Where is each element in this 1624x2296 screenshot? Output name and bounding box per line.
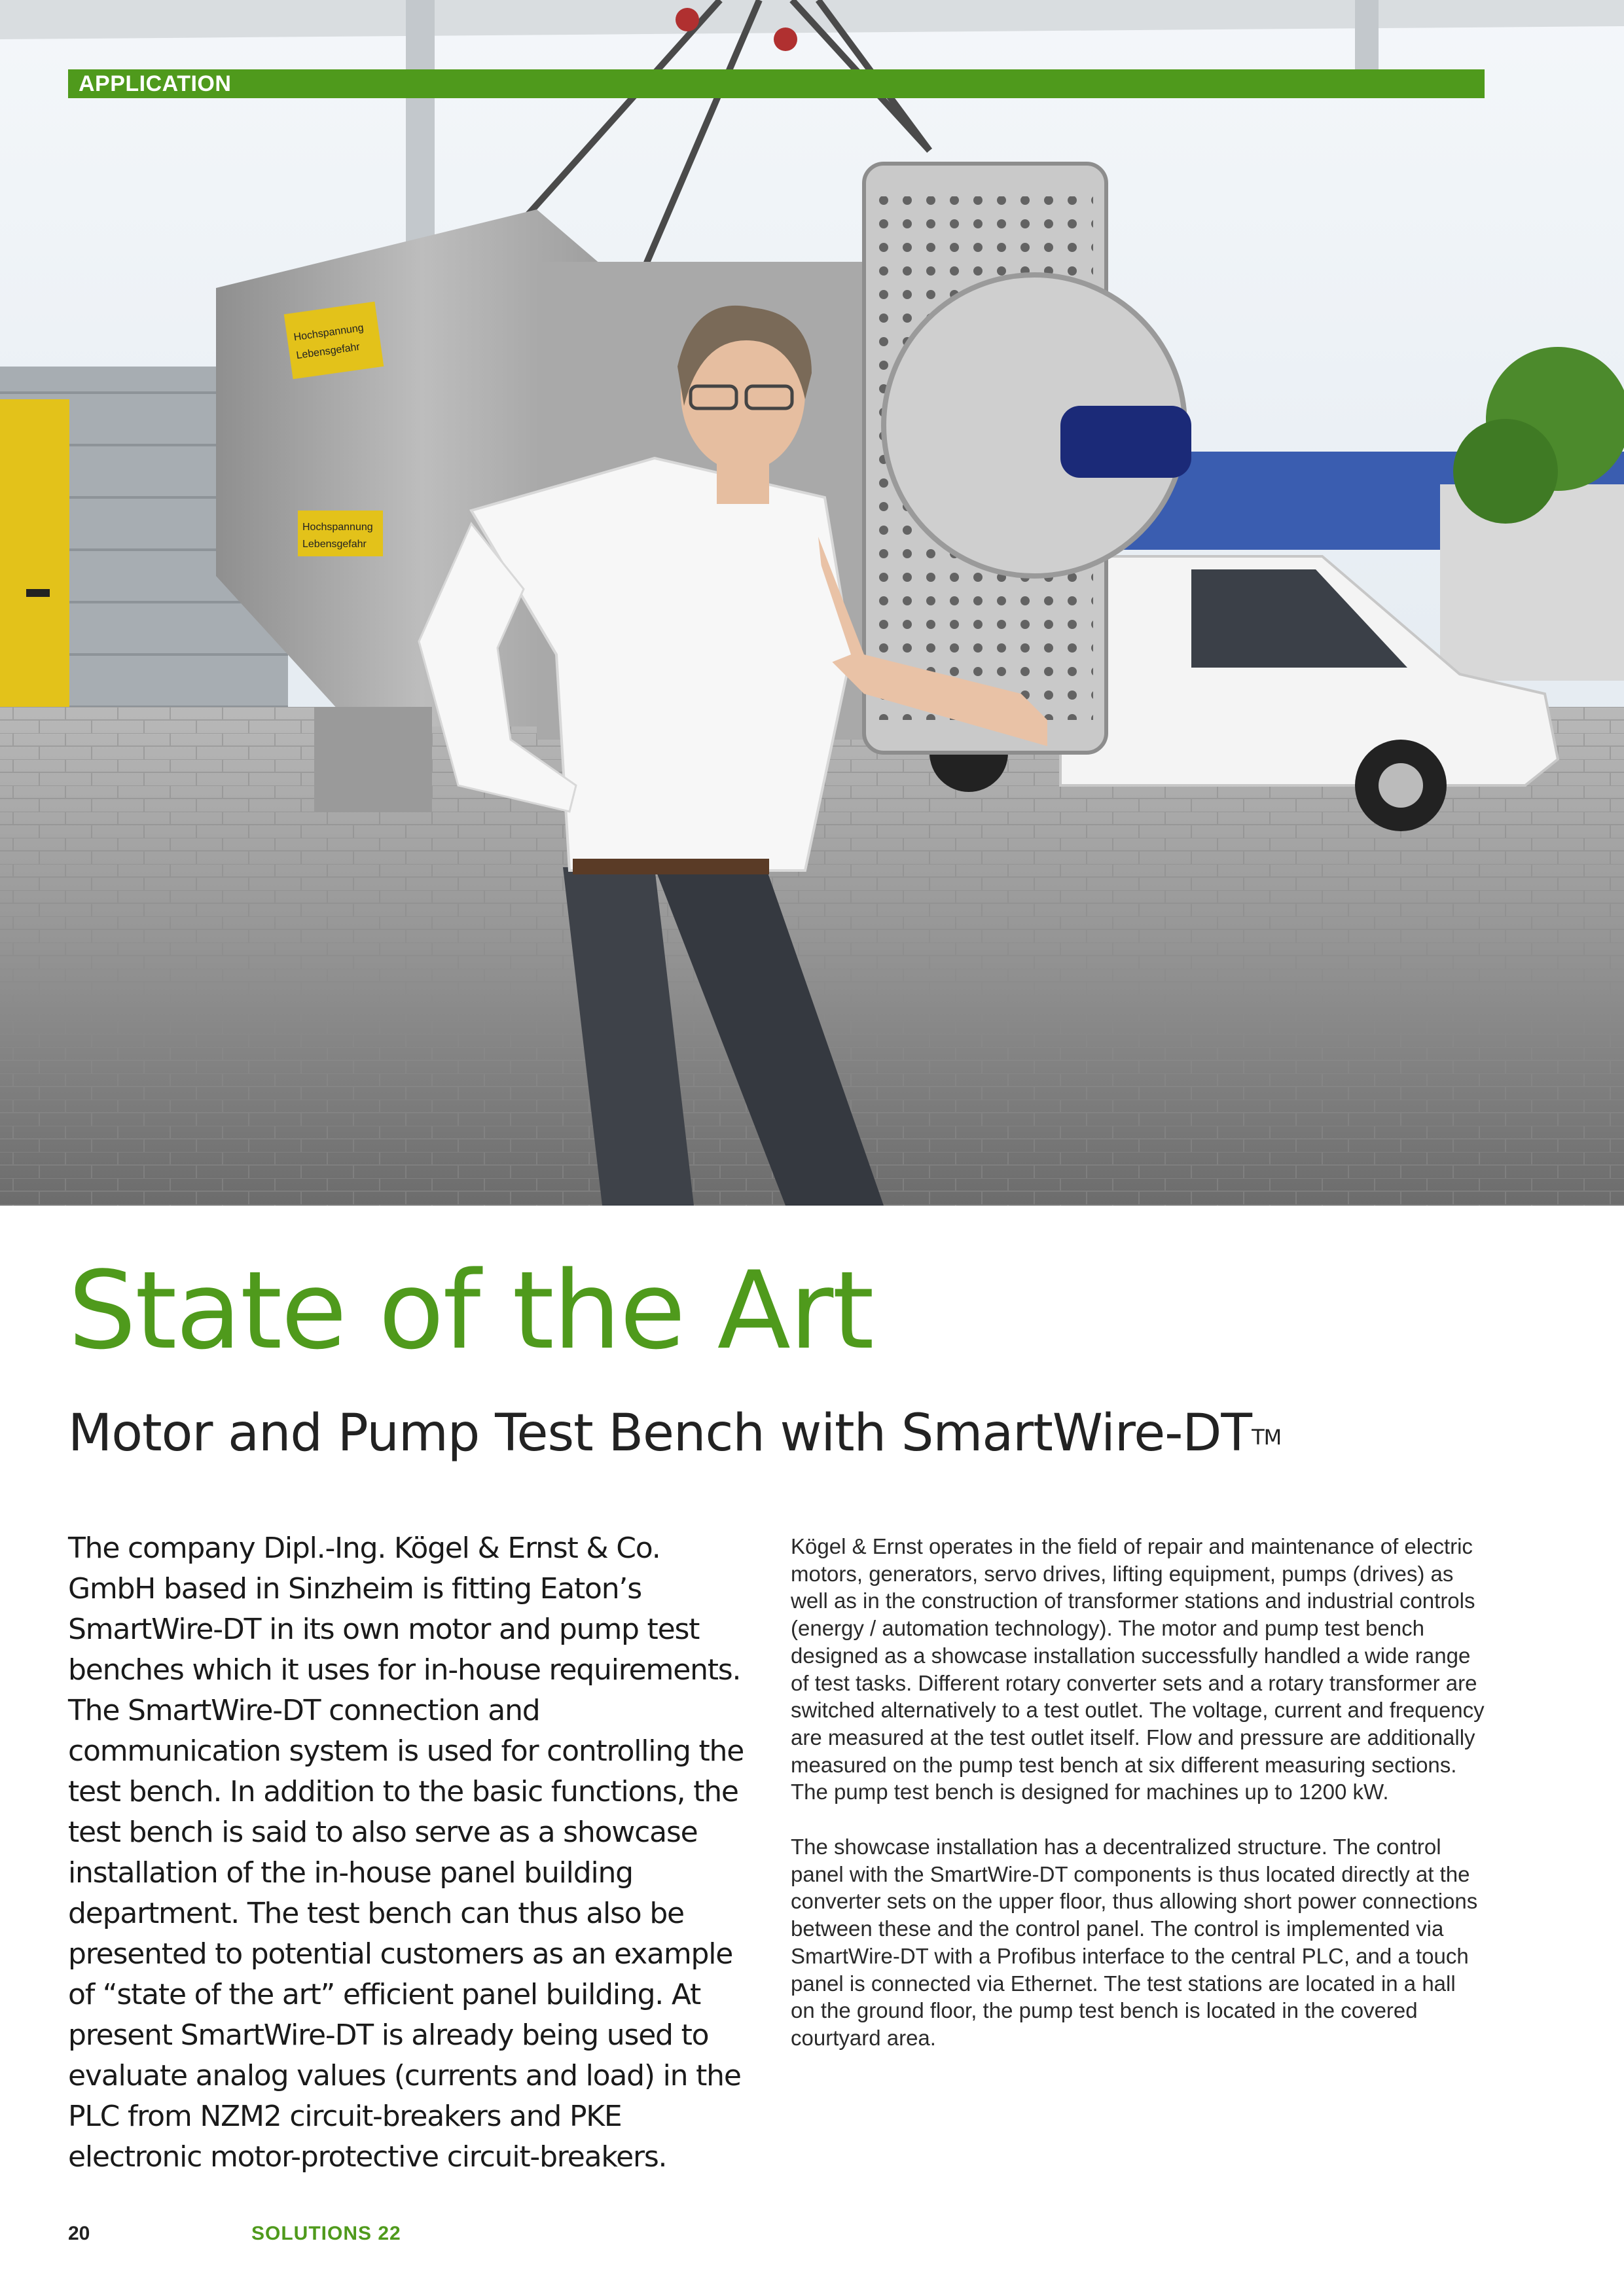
warning-sign-1-line1: Hochspannung [293,322,365,344]
section-label: APPLICATION [79,71,232,96]
article-subtitle [68,1401,1281,1466]
page-number: 20 [68,2223,90,2244]
section-bar [68,69,1485,98]
warning-sign-2 [298,511,383,556]
warning-sign-2-line1: Hochspannung [302,522,373,533]
warning-sign-2-line2: Lebensgefahr [302,539,367,550]
warning-sign-1 [284,302,384,380]
article-subtitle-text: Motor and Pump Test Bench with SmartWire-DT [68,1404,1252,1463]
magazine-name: SOLUTIONS 22 [251,2223,401,2244]
article-lead: The company Dipl.-Ing. Kögel & Ernst & Co. GmbH based in Sinzheim is fitting Eaton’s SmartWire-DT in its own motor and pump test benches which it uses for in-house requirements. The SmartWire-DT connection and communication system is used for controlling the test bench. In addition to the basic functions, the test bench is said to also serve as a showcase installation of the in-house panel building department. The test bench can thus also be presented to potential customers as an example of “state of the art” efficient panel building. At present SmartWire-DT is already being used to evaluate analog values (currents and load) in the PLC from NZM2 circuit-breakers and PKE electronic motor-protective circuit-breakers. [68,1532,744,2174]
body-paragraph-1: Kögel & Ernst operates in the field of repair and maintenance of electric motors, generators, servo drives, lifting equipment, pumps (drives) as well as in the construction of transformer stations and industrial controls (energy / automation technology). The motor and pump test bench designed as a showcase installation successfully handled a wide range of test tasks. Different rotary converter sets and a rotary transformer are switched alternatively to a test outlet. The voltage, current and frequency are measured at the test outlet itself. Flow and pressure are additionally measured on the pump test bench at six different measuring sections. The pump test bench is designed for machines up to 1200 kW. [791,1534,1485,1804]
article-title: State of the Art [68,1248,873,1373]
article-body [791,1533,1485,2079]
trademark-mark: TM [1252,1425,1282,1450]
warning-sign-1-line2: Lebensgefahr [295,341,361,362]
body-paragraph-2: The showcase installation has a decentralized structure. The control panel with the SmartWire-DT components is thus located directly at the converter sets on the upper floor, thus allowing short power connections between these and the control panel. The control is implemented via SmartWire-DT with a Profibus interface to the central PLC, and a touch panel is connected via Ethernet. The test stations are located in a hall on the ground floor, the pump test bench is located in the covered courtyard area. [791,1835,1478,2050]
